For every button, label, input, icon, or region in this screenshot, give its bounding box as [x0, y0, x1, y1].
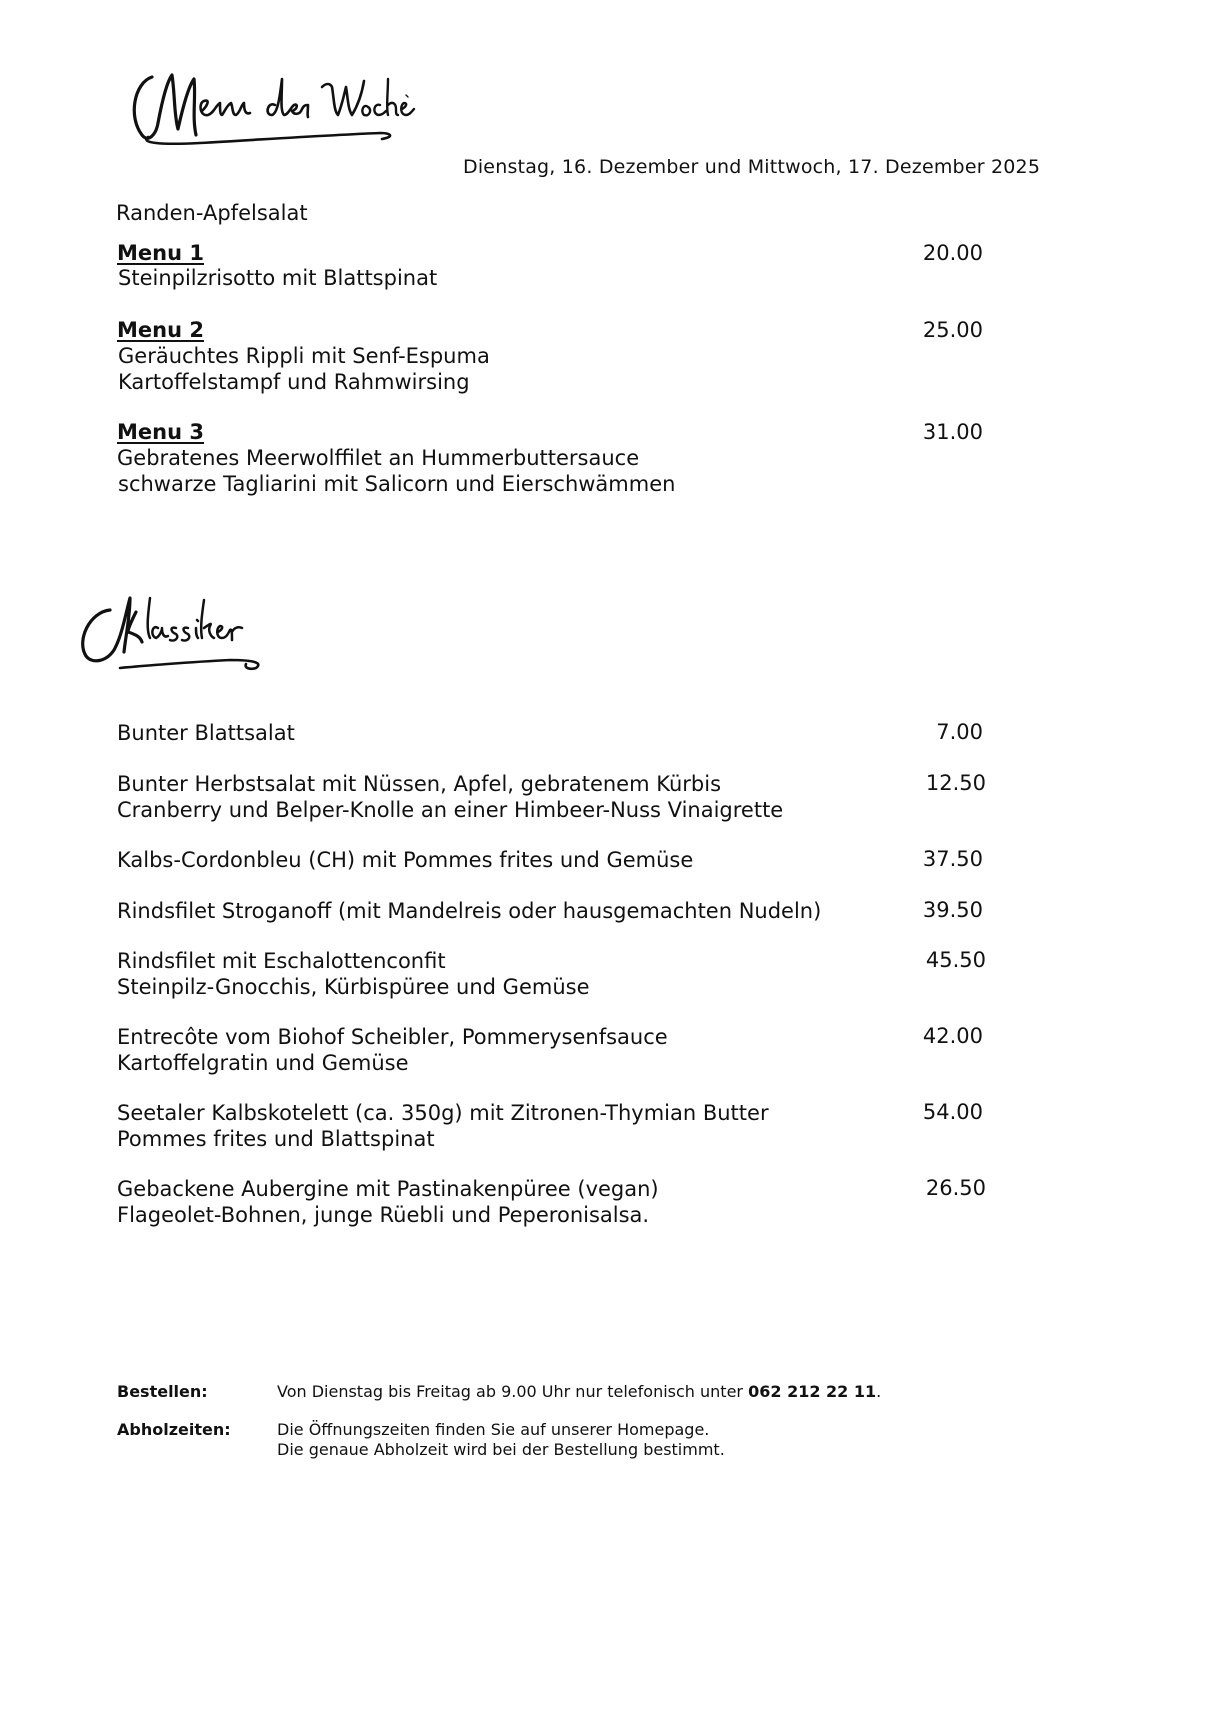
classic-3-price: 37.50: [922, 847, 983, 871]
klassiker-logo: [80, 590, 290, 680]
menu-2-title: Menu 2: [117, 318, 204, 342]
menu-3-line-1: Gebratenes Meerwolffilet an Hummerbuttersauce: [117, 446, 640, 470]
classic-7-price: 54.00: [922, 1100, 983, 1124]
menu-der-woche-logo: [130, 65, 450, 155]
menu-1-price: 20.00: [922, 241, 983, 265]
classic-5-line-2: Steinpilz-Gnocchis, Kürbispüree und Gemüse: [117, 975, 590, 999]
pickup-line-2: Die genaue Abholzeit wird bei der Bestellung bestimmt.: [277, 1440, 725, 1459]
classic-3-line-1: Kalbs-Cordonbleu (CH) mit Pommes frites und Gemüse: [117, 848, 694, 872]
classic-4-price: 39.50: [922, 898, 983, 922]
menu-1-title: Menu 1: [117, 241, 204, 265]
classic-8-line-2: Flageolet-Bohnen, junge Rüebli und Peperonisalsa.: [117, 1203, 650, 1227]
menu-date: Dienstag, 16. Dezember und Mittwoch, 17. Dezember 2025: [463, 156, 1041, 178]
classic-7-line-1: Seetaler Kalbskotelett (ca. 350g) mit Zitronen-Thymian Butter: [117, 1101, 769, 1125]
menu-2-price: 25.00: [922, 318, 983, 342]
order-description: Von Dienstag bis Freitag ab 9.00 Uhr nur telefonisch unter: [277, 1382, 743, 1401]
starter-dish: Randen-Apfelsalat: [116, 201, 308, 225]
order-text: [277, 1382, 881, 1402]
menu-3-line-2: schwarze Tagliarini mit Salicorn und Eierschwämmen: [118, 472, 676, 496]
classic-1-line-1: Bunter Blattsalat: [117, 721, 295, 745]
classic-6-line-1: Entrecôte vom Biohof Scheibler, Pommerysenfsauce: [117, 1025, 668, 1049]
classic-1-price: 7.00: [936, 720, 983, 744]
classic-8-price: 26.50: [925, 1176, 986, 1200]
classic-5-price: 45.50: [925, 948, 986, 972]
classic-4-line-1: Rindsfilet Stroganoff (mit Mandelreis oder hausgemachten Nudeln): [117, 899, 822, 923]
classic-7-line-2: Pommes frites und Blattspinat: [117, 1127, 435, 1151]
pickup-label: Abholzeiten:: [117, 1420, 231, 1439]
pickup-line-1: Die Öffnungszeiten finden Sie auf unserer Homepage.: [277, 1420, 710, 1439]
menu-2-line-2: Kartoffelstampf und Rahmwirsing: [118, 370, 470, 394]
order-end: .: [876, 1382, 882, 1401]
classic-2-price: 12.50: [925, 771, 986, 795]
menu-3-price: 31.00: [922, 420, 983, 444]
classic-6-line-2: Kartoffelgratin und Gemüse: [117, 1051, 409, 1075]
menu-3-title: Menu 3: [117, 420, 204, 444]
classic-2-line-2: Cranberry und Belper-Knolle an einer Himbeer-Nuss Vinaigrette: [117, 798, 784, 822]
classic-8-line-1: Gebackene Aubergine mit Pastinakenpüree (vegan): [117, 1177, 659, 1201]
classic-2-line-1: Bunter Herbstsalat mit Nüssen, Apfel, gebratenem Kürbis: [117, 772, 722, 796]
menu-2-line-1: Geräuchtes Rippli mit Senf-Espuma: [118, 344, 490, 368]
order-phone: 062 212 22 11: [748, 1382, 877, 1401]
classic-6-price: 42.00: [922, 1024, 983, 1048]
menu-1-line-1: Steinpilzrisotto mit Blattspinat: [118, 266, 438, 290]
order-label: Bestellen:: [117, 1382, 208, 1401]
classic-5-line-1: Rindsfilet mit Eschalottenconfit: [117, 949, 446, 973]
